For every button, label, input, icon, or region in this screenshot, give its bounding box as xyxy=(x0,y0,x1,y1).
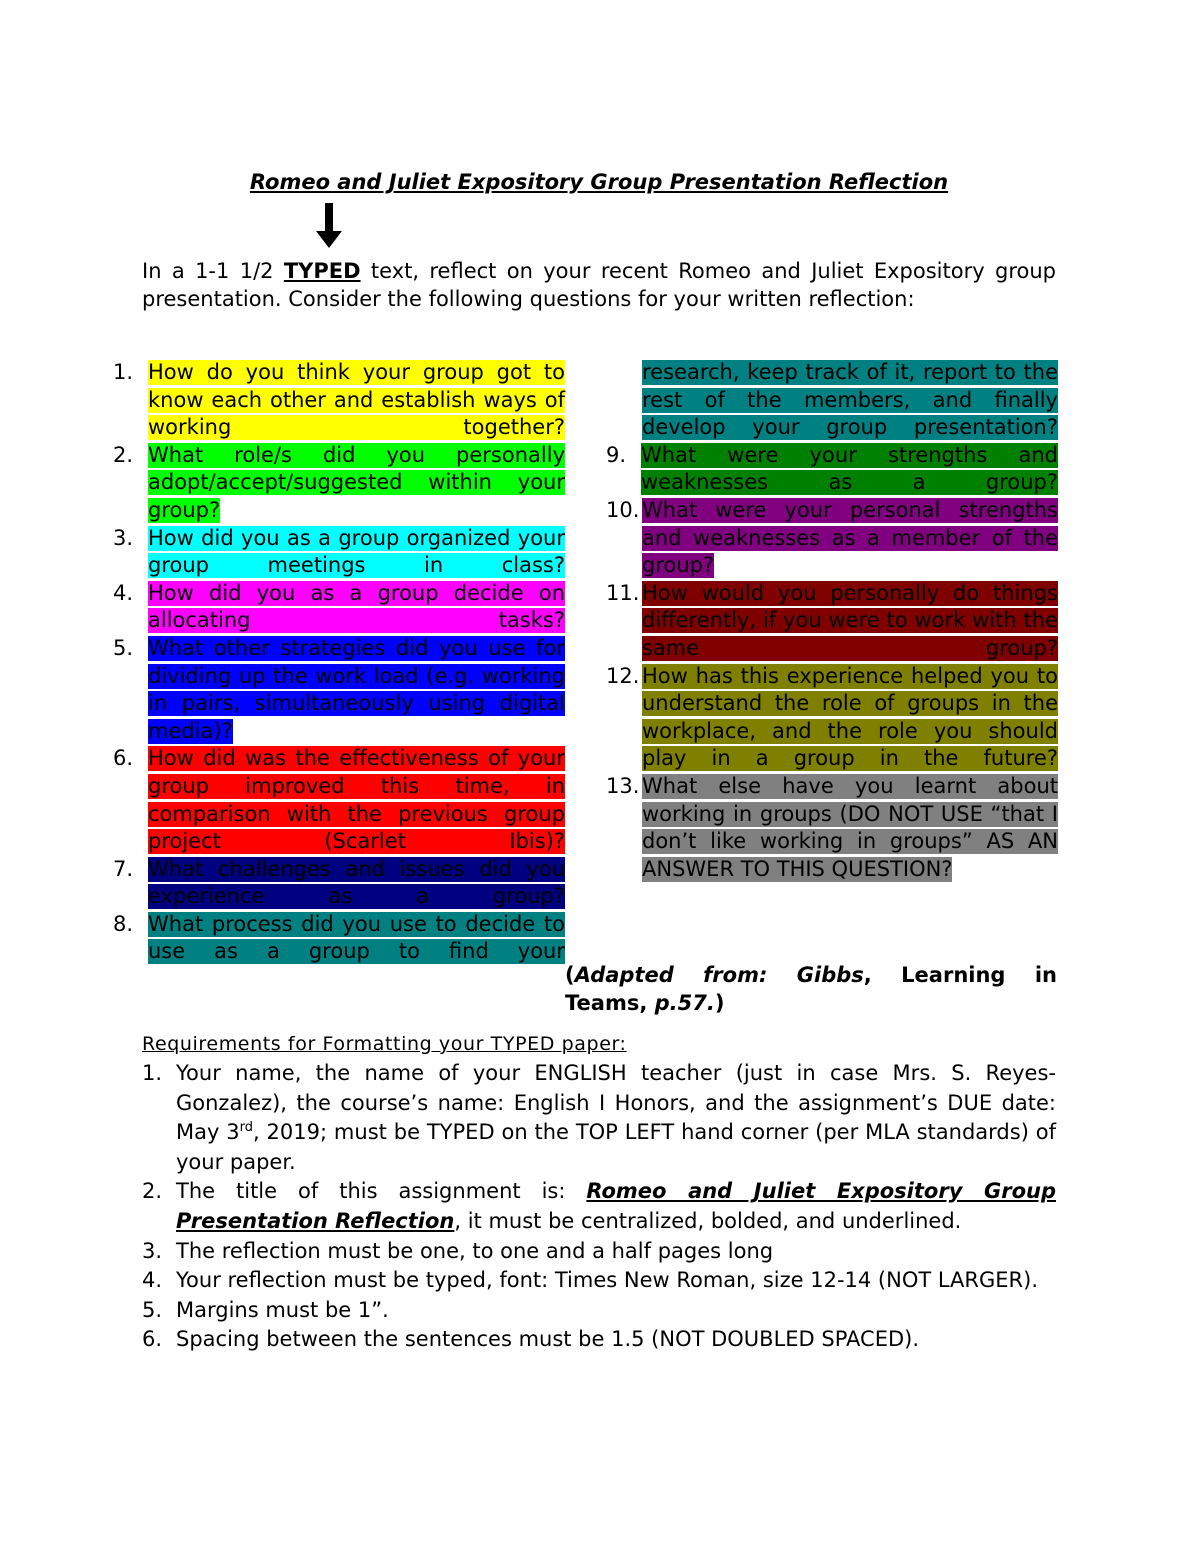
citation-open-paren: ( xyxy=(565,963,575,987)
question-4 xyxy=(113,580,565,635)
arrow-down-icon xyxy=(314,203,344,249)
requirement-number: 3. xyxy=(142,1238,163,1263)
requirement-text: The title of this assignment is: xyxy=(176,1179,587,1204)
question-number: 9. xyxy=(606,442,627,467)
question-text: How has this experience helped you to understand the role of groups in the workplace, and the role you should play in a group in the future? xyxy=(642,663,1058,771)
intro-text-end: text, reflect on your recent Romeo and Juliet Expository group presentation. Consider the following questions for your written reflection: xyxy=(142,259,1056,311)
question-5 xyxy=(113,635,565,745)
question-text: How do you think your group got to know each other and establish ways of working together? xyxy=(148,360,565,440)
question-10 xyxy=(606,497,1058,580)
intro-typed-emphasis: TYPED xyxy=(283,259,361,283)
citation-page: p.57. xyxy=(654,991,715,1015)
question-number: 10. xyxy=(606,497,640,522)
question-number: 1. xyxy=(113,360,134,384)
requirement-6 xyxy=(142,1325,1056,1355)
question-text: What else have you learnt about working in groups (DO NOT USE “that I don’t like working in groups” AS AN ANSWER TO THIS QUESTION? xyxy=(642,773,1058,881)
question-number: 6. xyxy=(113,746,134,771)
question-6 xyxy=(113,745,565,855)
intro-text-start: In a 1-1 1/2 xyxy=(142,259,284,283)
question-number: 11. xyxy=(606,580,640,605)
requirement-text: The reflection must be one, to one and a half pages long xyxy=(176,1238,774,1263)
question-number: 13. xyxy=(606,773,640,798)
question-8-continuation xyxy=(606,359,1058,442)
question-1 xyxy=(113,359,565,442)
question-text: How would you personally do things differently, if you were to work with the same group? xyxy=(642,580,1058,660)
question-2 xyxy=(113,442,565,525)
requirement-superscript: rd xyxy=(239,1120,254,1136)
intro-paragraph xyxy=(142,257,1056,313)
question-8 xyxy=(113,911,565,966)
requirement-number: 1. xyxy=(142,1061,163,1085)
question-number: 7. xyxy=(113,856,134,881)
citation-close-paren: ) xyxy=(714,991,725,1015)
questions-right-column xyxy=(606,359,1058,883)
question-text: What were your personal strengths and weaknesses as a member of the group? xyxy=(642,497,1058,578)
question-number: 12. xyxy=(606,663,640,688)
requirement-number: 5. xyxy=(142,1297,163,1322)
source-citation xyxy=(565,961,1057,1017)
question-11 xyxy=(606,580,1058,663)
requirement-title-reference: Romeo and Juliet Expository Group Presentation Reflection xyxy=(176,1179,1056,1233)
requirement-text: Margins must be 1”. xyxy=(176,1297,389,1322)
citation-adapted-from: Adapted from: Gibbs xyxy=(574,963,864,987)
question-text: How did you as a group decide on allocating tasks? xyxy=(148,580,565,633)
requirement-5 xyxy=(142,1296,1056,1326)
question-9 xyxy=(606,442,1058,497)
requirement-text: Spacing between the sentences must be 1.5 (NOT DOUBLED SPACED). xyxy=(176,1327,920,1352)
question-number: 2. xyxy=(113,442,134,467)
question-text: What role/s did you personally adopt/accept/suggested within your group? xyxy=(148,442,565,522)
question-13 xyxy=(606,773,1058,883)
requirement-number: 4. xyxy=(142,1268,163,1293)
requirement-text-end: , 2019; must be TYPED on the TOP LEFT hand corner (per MLA standards) of your paper. xyxy=(176,1120,1056,1174)
requirements-heading: Requirements for Formatting your TYPED paper: xyxy=(142,1033,627,1055)
question-text: How did you as a group organized your group meetings in class? xyxy=(148,525,565,578)
question-number: 8. xyxy=(113,911,134,936)
questions-left-column xyxy=(113,359,565,966)
requirement-text: Your name, the name of your ENGLISH teacher (just in case Mrs. S. Reyes-Gonzalez), the course’s name: English I Honors, and the assignment’s DUE date: May 3 xyxy=(176,1061,1056,1145)
citation-source: , Learning in Teams, xyxy=(565,963,1057,1015)
question-text: What process did you use to decide to use as a group to find your xyxy=(148,911,565,964)
question-3 xyxy=(113,525,565,580)
requirement-1 xyxy=(142,1059,1056,1177)
question-number: 3. xyxy=(113,525,134,550)
requirement-4 xyxy=(142,1266,1056,1296)
question-number: 4. xyxy=(113,580,134,605)
requirement-3 xyxy=(142,1237,1056,1267)
question-text: What challenges and issues did you experience as a group? xyxy=(148,856,565,909)
question-number: 5. xyxy=(113,635,134,660)
question-text: research, keep track of it, report to the rest of the members, and finally develop your group presentation? xyxy=(642,360,1058,440)
question-text: What were your strengths and weaknesses as a group? xyxy=(641,442,1058,495)
document-title: Romeo and Juliet Expository Group Presentation Reflection xyxy=(249,170,949,194)
requirement-number: 6. xyxy=(142,1327,163,1352)
requirement-2 xyxy=(142,1177,1056,1236)
question-text: How did was the effectiveness of your group improved this time, in comparison with the previous group project (Scarlet Ibis)? xyxy=(148,746,565,854)
requirement-text: Your reflection must be typed, font: Times New Roman, size 12-14 (NOT LARGER). xyxy=(176,1268,1038,1293)
question-text: What other strategies did you use for dividing up the work load (e.g. working in pairs, simultaneously using digital media)? xyxy=(148,635,565,743)
requirement-text-end: , it must be centralized, bolded, and underlined. xyxy=(454,1208,962,1233)
question-7 xyxy=(113,856,565,911)
requirements-list xyxy=(142,1059,1056,1355)
question-12 xyxy=(606,663,1058,773)
requirement-number: 2. xyxy=(142,1179,163,1204)
